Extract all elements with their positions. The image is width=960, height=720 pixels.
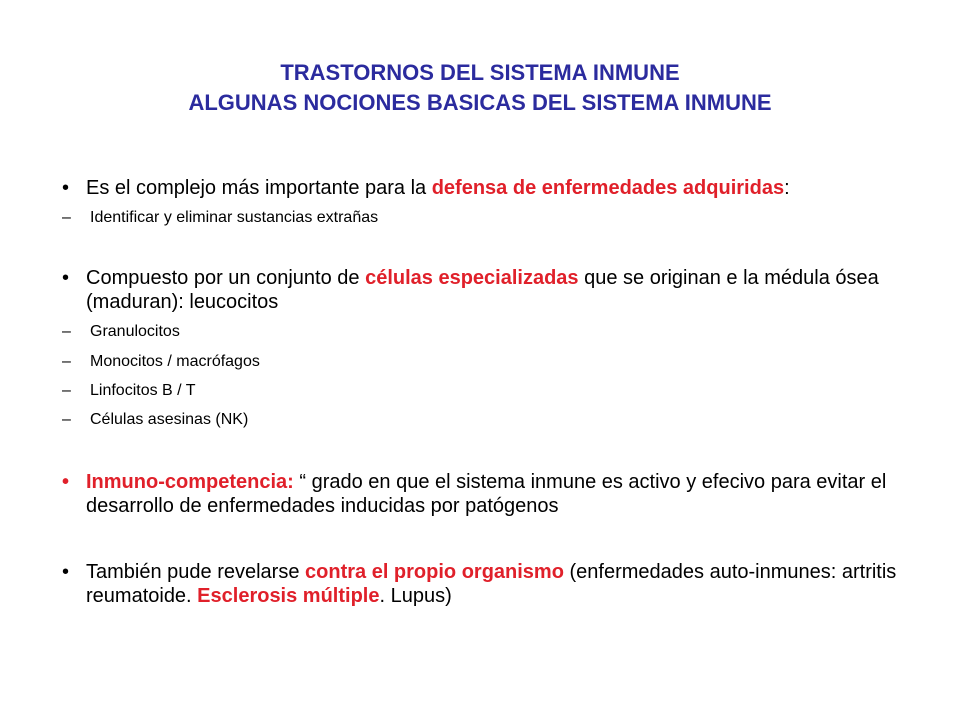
bullet-2-sub-2 bbox=[62, 352, 912, 372]
dash-mark: – bbox=[62, 323, 71, 340]
sub-item-text: Linfocitos B / T bbox=[90, 382, 196, 399]
bullet-2-text-part: que se originan e la médula ósea (maduran): leucocitos bbox=[86, 267, 879, 313]
sub-item-text: Monocitos / macrófagos bbox=[90, 353, 260, 370]
bullet-3 bbox=[62, 470, 912, 518]
bullet-2-sub-1 bbox=[62, 322, 912, 342]
slide-title bbox=[60, 58, 900, 118]
bullet-1 bbox=[62, 176, 912, 200]
bullet-2-text-part: Compuesto por un conjunto de bbox=[86, 267, 366, 289]
bullet-2-sub-4 bbox=[62, 410, 912, 430]
bullet-2-sub-3 bbox=[62, 381, 912, 401]
bullet-3-highlight: Inmuno-competencia: bbox=[86, 471, 294, 493]
bullet-2-text bbox=[86, 266, 912, 314]
dash-mark: – bbox=[62, 209, 71, 226]
bullet-1-text-part: : bbox=[784, 177, 790, 199]
bullet-1-sub-1 bbox=[62, 208, 912, 228]
bullet-4-text-part: También pude revelarse bbox=[86, 561, 306, 583]
bullet-4-text-part: (enfermedades auto-inmunes: artritis reumatoide. bbox=[86, 561, 897, 607]
bullet-3-text-part: “ grado en que el sistema inmune es activo y efecivo para evitar el desarrollo de enfermedades inducidas por patógenos bbox=[86, 471, 887, 517]
bullet-mark: • bbox=[62, 177, 70, 199]
dash-mark: – bbox=[62, 353, 71, 370]
bullet-mark: • bbox=[62, 267, 70, 289]
bullet-1-text-part: Es el complejo más importante para la bbox=[86, 177, 432, 199]
dash-mark: – bbox=[62, 382, 71, 399]
bullet-3-text bbox=[86, 470, 912, 518]
bullet-mark: • bbox=[62, 561, 70, 583]
bullet-2-highlight: células especializadas bbox=[365, 267, 579, 289]
bullet-1-text bbox=[86, 176, 912, 200]
sub-item-text: Células asesinas (NK) bbox=[90, 411, 249, 428]
bullet-4-highlight: contra el propio organismo bbox=[305, 561, 564, 583]
bullet-4-text-part: . Lupus) bbox=[379, 585, 452, 607]
sub-item-text: Identificar y eliminar sustancias extrañas bbox=[90, 209, 379, 226]
bullet-mark: • bbox=[62, 471, 70, 493]
bullet-2 bbox=[62, 266, 912, 314]
sub-item-text: Granulocitos bbox=[90, 323, 180, 340]
title-line-1: TRASTORNOS DEL SISTEMA INMUNE bbox=[280, 60, 680, 85]
bullet-4 bbox=[62, 560, 912, 608]
bullet-1-highlight: defensa de enfermedades adquiridas bbox=[431, 177, 785, 199]
dash-mark: – bbox=[62, 411, 71, 428]
bullet-4-highlight-2: Esclerosis múltiple bbox=[197, 585, 380, 607]
bullet-4-text bbox=[86, 560, 912, 608]
title-line-2: ALGUNAS NOCIONES BASICAS DEL SISTEMA INMUNE bbox=[188, 90, 772, 115]
